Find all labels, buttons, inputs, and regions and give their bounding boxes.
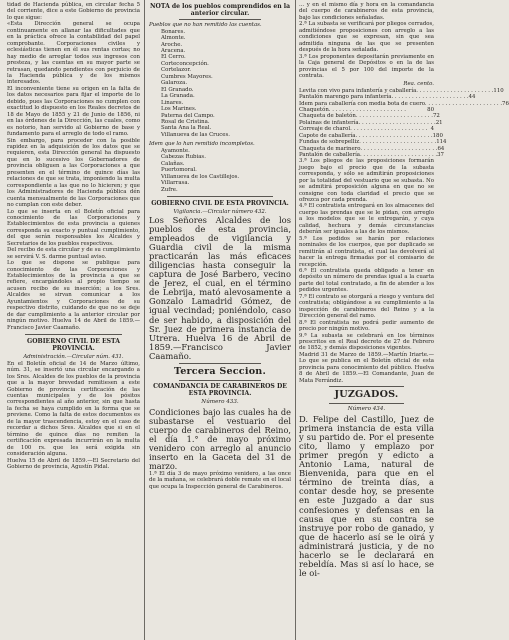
town-name: Cabezas Rubias. [161, 154, 206, 161]
paragraph: 5.ª Los pedidos se harán por relaciones nominales de los cuerpos, que por duplicado se remitirán al contratista, el cual las devolverá al hacer la entrega firmadas por el comisario de recepción. [299, 235, 434, 268]
paragraph: 9.ª La subasta se celebrará en los términos prescritos en el Real decreto de 27 de Febrero de 1852, y demás disposiciones vigentes. [299, 332, 434, 352]
town-list [149, 29, 291, 139]
town-name: Almonte. [161, 35, 186, 42]
price-label: Levita con vivo para infantería y caballería. . . . . . . . . . . . . . . . . . . . . . . [299, 87, 494, 94]
paragraph: En el Boletín oficial de 14 de Marzo último, núm. 31, se insertó una circular encargando a los Sres. Alcaldes de los pueblos de la provincia que a la mayor brevedad remitiesen a este Gobierno de provincia certificación de las cuentas municipales y de los pósitos correspondientes al año anterior, sin que hasta la fecha se haya cumplido en la forma que se previene. Como la falta de estos documentos es de la mayor trascendencia, estoy en el caso de recordar a dichos Sres. Alcaldes que si en el término de quince días no remiten la certificación expresada incurrirán en la multa de 100 rs. que les será exigida sin consideración alguna. [7, 360, 140, 458]
price-label: Chaquetón. . . . . . . . . . . . . . . . . . . . . . . [299, 107, 406, 114]
paragraph: 8.ª El contratista no podrá pedir aumento de precio por ningún motivo. [299, 319, 434, 333]
town-name: Ayamonte. [161, 147, 190, 154]
town-name: Galaroza. [161, 80, 188, 87]
section-heading: GOBIERNO CIVIL DE ESTA PROVINCIA. [27, 338, 120, 353]
town-name: El Granado. [161, 86, 194, 93]
paragraph: El inconveniente tiene su origen en la falta de los datos necesarios para fijar el importe de lo debido, pues las Corporaciones no cumplen con exactitud lo dispuesto en los Reales decretos de 18 de Mayo de 1855 y 21 de Junio de 1856, ni en las órdenes de la Dirección, las cuales, como es notorio, han servido al Gobierno de base y fundamento para el arreglo de todo el ramo. [7, 85, 140, 138]
town-name: Villanueva de las Cruces. [161, 131, 230, 138]
paragraph: Condiciones bajo las cuales ha de subastarse el vestuario del cuerpo de carabineros del Reino, el día 1.° de mayo próximo venidero con arreglo al anuncio inserto en la Gaceta del 31 de marzo. [149, 406, 291, 471]
town-name: Villarrasa. [161, 180, 190, 187]
paragraph: 4.ª El contratista entregará en los almacenes del cuerpo las prendas que se le pidan, con arreglo a los modelos que se le entregarán, y cuya calidad, hechura y demás circunstancias deberán ser iguales a las de los mismos. [299, 203, 434, 236]
town-name: El Cerro. [161, 54, 186, 61]
paragraph: 7.ª El contrato se otorgará a riesgo y ventura del contratista; obligándose a su cumplimiento a la inspección de carabineros del Reino y a la Dirección general del ramo. [299, 293, 434, 320]
subheading: Administración.—Circular núm. 431. [23, 354, 124, 361]
column-left [7, 2, 140, 640]
town-name: La Granada. [161, 93, 195, 100]
note-heading: NOTA de los pueblos comprendidos en la anterior circular. [149, 3, 291, 18]
price-label: Pantalón marengo para infantería. . . . . . . . . . . . . . . . . . . . . . . [299, 94, 469, 101]
town-list [149, 148, 291, 193]
town-name: Los Marines. [161, 106, 197, 113]
divider [179, 19, 261, 20]
section-title: JUZGADOS. [334, 389, 399, 401]
price-value: 180 [432, 132, 443, 139]
divider [25, 334, 122, 335]
town-name: Zufre. [161, 186, 178, 193]
price-value: 80 [427, 107, 434, 114]
paragraph: 2.ª La subasta se verificará por pliegos cerrados, admitiéndose proposiciones con arreglo a las condiciones que se expresan, sin que sea admitida ninguna de las que se presenten después de la hora señalada. [299, 21, 434, 54]
town-name: Cortelazor. [161, 67, 192, 74]
paragraph: Lo que se inserta en el Boletín oficial para conocimiento de las Corporaciones y Establecimientos de esta provincia a quienes corresponda su exacto y puntual cumplimiento, del que serán responsables los Alcaldes y Secretarios de los pueblos respectivos. [7, 208, 140, 247]
town-name: Linares. [161, 99, 184, 106]
divider [167, 196, 273, 197]
paragraph: 6.ª El contratista queda obligado a tener en depósito un número de prendas igual a la cuarta parte del total contratado, a fin de atender a los pedidos urgentes. [299, 268, 434, 294]
section-heading: GOBIERNO CIVIL DE ESTA PROVINCIA. [151, 199, 289, 207]
item-number: Número 433. [201, 399, 239, 406]
price-label: Chaqueta de baletón. . . . . . . . . . . . . . . . . . . . . . . [299, 113, 433, 120]
price-value: 37 [437, 151, 444, 158]
divider [179, 380, 261, 381]
paragraph: tidad de Hacienda pública, en circular fecha 5 del corriente, dice a este Gobierno de provincia lo que sigue: [7, 2, 140, 21]
paragraph: «Esta Dirección general se ocupa continuamente en allanar las dificultades que en la práctica ofrece la contabilidad del papel comprobante. Corporaciones civiles y eclesiásticas tienen en él sus rentas cortas; no hay medio de arreglar todos sus ingresos con presteza, y las cuentas en su mayor parte se retrasan, quedando pendientes con perjuicio de la Hacienda pública y de los mismos interesados. [7, 21, 140, 86]
price-value: 72 [432, 113, 440, 120]
paragraph: 3.ª Los proponentes depositarán previamente en la Caja general de Depósitos o en la de las provincias el 5 por 100 del importe de la contrata. [299, 53, 434, 79]
price-value: 76 [502, 100, 509, 107]
column-divider [295, 0, 296, 640]
price-label: Chaqueta de marinero. . . . . . . . . . . . . . . . . . . . . . . [299, 145, 438, 152]
paragraph: 1.ª El día 3 de mayo próximo venidero, a las once de la mañana, se celebrará doble remate en el local que ocupa la Inspección general de Carabineros. [149, 470, 291, 490]
section-heading: COMANDANCIA DE CARABINEROS DE ESTA PROVINCIA. [153, 383, 287, 398]
town-name: Corteconcepción. [161, 60, 209, 67]
paragraph: Madrid 31 de Marzo de 1859.—Martín Iriarte.—Lo que se publica en el Boletín oficial de esta provincia para conocimiento del público. Huelva 8 de Abril de 1859.—El Comandante, Juan de Mata Ferrándiz. [299, 351, 434, 384]
price-label: Capote de caballería. . . . . . . . . . . . . . . . . . . . . . . [299, 132, 433, 139]
paragraph: Lo que se dispone se publique para conocimiento de las Corporaciones y Establecimientos de la provincia a que se refiere, encargándoles al propio tiempo se acusen recibo de su inserción; a los Sres. Alcaldes se sirvan comunicar a los Ayuntamientos y Corporaciones de su respectivo distrito, cuidando de que no se deje de dar cumplimiento a la anterior circular por ningún motivo. Huelva 14 de Abril de 1859.—Francisco Javier Caamaño. [7, 260, 140, 331]
price-value: 110 [493, 87, 504, 94]
list-intro: Idem que lo han remitido incompletos. [149, 141, 255, 148]
section-title: Tercera Seccion. [173, 366, 267, 378]
price-label: Correaje de charol. . . . . . . . . . . . . . . . . . . . . . . [299, 126, 428, 133]
column-right [299, 2, 509, 640]
item-number: Número 434. [347, 406, 386, 413]
column-divider [144, 0, 145, 640]
town-name: Cumbres Mayores. [161, 73, 213, 80]
paragraph: Huelva 15 de Abril de 1859.—El Secretario del Gobierno de provincia, Agustín Pidal. [7, 457, 140, 470]
town-name: Santa Ana la Real. [161, 125, 212, 132]
column-middle [149, 2, 291, 640]
paragraph: Sin embargo, para proceder con la posible rapidez en la adquisición de los datos que se requieren, esta Dirección general ha dispuesto que en lo sucesivo los Gobernadores de provincia obliguen a las Corporaciones a que presenten en el término de quince días las relaciones de que se trata, imponiendo la multa correspondiente a las que no lo hicieren; y que los Administradores de Hacienda pública dén cuenta mensualmente de las Corporaciones que no cumplan con este deber. [7, 137, 140, 209]
price-label: Pantalón de caballería. . . . . . . . . . . . . . . . . . . . . . . [299, 151, 438, 158]
town-name: Paterna del Campo. [161, 112, 215, 119]
price-list [299, 87, 509, 158]
town-name: Bonares. [161, 28, 186, 35]
paragraph: Del recibo de esta circular y de su cumplimiento se servirá V. S. darme puntual aviso. [7, 247, 140, 260]
town-name: Rosal de Cristina. [161, 118, 210, 125]
price-label: Fundas de sobrepelliz. . . . . . . . . . . . . . . . . . . . . . . [299, 139, 437, 146]
price-value: 21 [435, 119, 443, 126]
town-name: Aracena. [161, 48, 186, 54]
price-value: 114 [436, 139, 447, 146]
list-intro: Pueblos que no han remitido las cuentas. [149, 22, 262, 29]
paragraph: ... y en el mismo día y hora en la comandancia del cuerpo de carabineros de esta provincia, bajo las condiciones señaladas. [299, 2, 434, 21]
divider [179, 363, 261, 364]
town-name: Aroche. [161, 41, 183, 48]
price-value: 4 [430, 126, 434, 133]
paragraph: Los Señores Alcaldes de los pueblos de esta provincia, empleados de vigilancia y Guardia civil de la misma practicarán las más eficaces diligencias hasta conseguir la captura de José Barbero, vecino de Jerez, el cual, en el término de Lebrija, mató alevosamente a Gonzalo Lamadrid Gómez, de igual vecindad; poniéndolo, caso de ser habido, a disposición del Sr. Juez de primera instancia de Utrera. Huelva 16 de Abril de 1859.—Francisco Javier Caamaño. [149, 214, 291, 361]
town-name: Villanueva de los Castillejos. [161, 173, 240, 180]
paragraph: D. Felipe del Castillo, Juez de primera instancia de esta villa y su partido de. Por el presente cito, llamo y emplazo por primer pregón y edicto a Antonio Lama, natural de Bienvenida, para que en el término de treinta días, a contar desde hoy, se presente en este Juzgado a dar sus confesiones y defensas en la causa que en su contra se instruye por robo de ganado, y que de hacerlo así se le oirá y administrará justicia, y de no hacerlo se le declarará en rebeldía. Mas si así lo hace, se le oi- [299, 413, 434, 579]
town-name: Puertomoral. [161, 167, 197, 174]
price-value: 64 [437, 145, 445, 152]
divider [329, 386, 404, 387]
subheading: Vigilancia.—Circular número 432. [173, 209, 267, 216]
divider [329, 403, 404, 404]
price-label: Idem para caballería con media bota de cuero. . . . . . . . . . . . . . . . . . . . . . . [299, 100, 503, 107]
paragraph: 3.ª Los pliegos de las proposiciones formarán juego bajo el precio que de la subasta corresponda, y sólo se admitirán proposiciones por la totalidad del vestuario que se subasta. No se admitirá proposición alguna en que no se consigne con toda claridad el precio que se ofrezca por cada prenda. [299, 158, 434, 204]
price-label: Polainas de infantería. . . . . . . . . . . . . . . . . . . . . . . [299, 119, 436, 126]
price-header: Rea. cento. [403, 81, 434, 88]
town-name: Calañas. [161, 160, 185, 167]
price-value: 44 [468, 94, 476, 101]
